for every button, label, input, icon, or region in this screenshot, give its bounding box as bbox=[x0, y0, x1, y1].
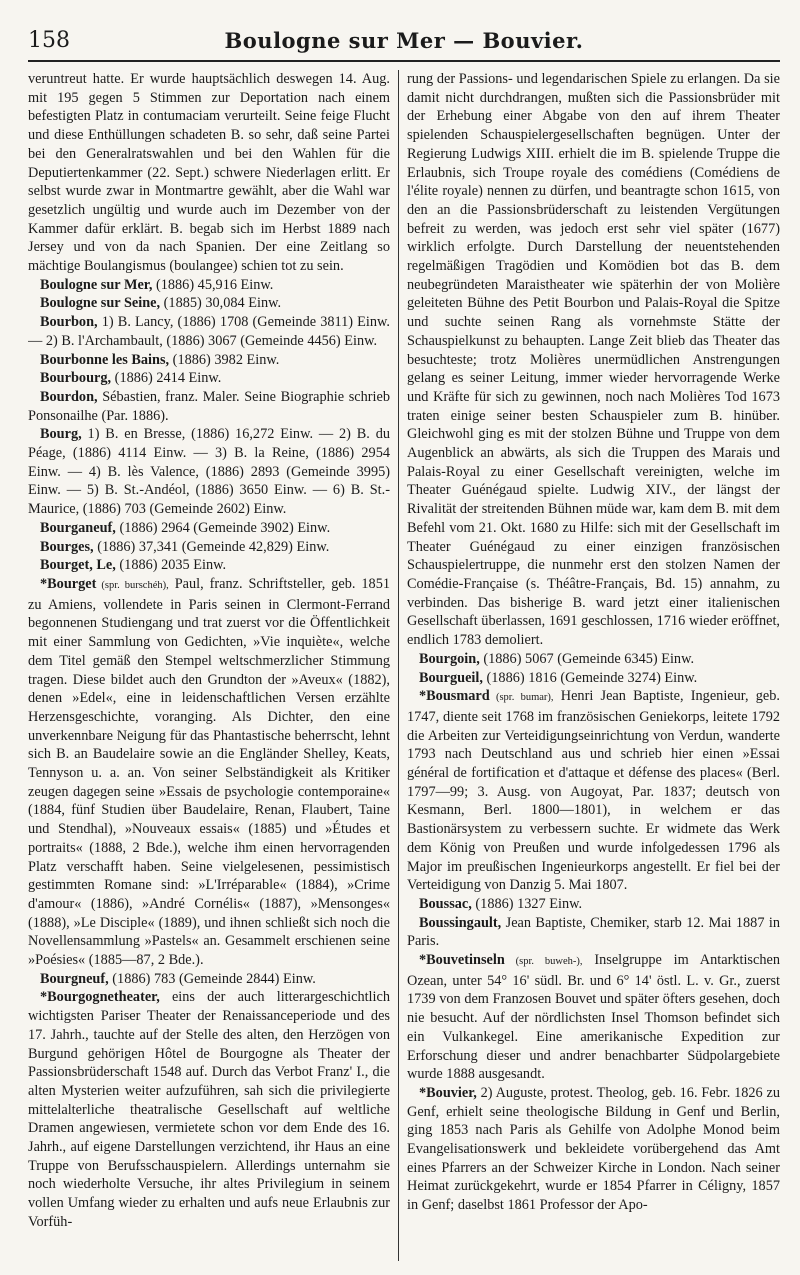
right-column bbox=[407, 70, 780, 1261]
entry-headword: *Bourgognetheater, bbox=[40, 989, 160, 1006]
left-column bbox=[28, 70, 390, 1261]
entry-headword: Bourgoin, bbox=[419, 650, 480, 667]
entry bbox=[28, 519, 390, 538]
running-head: Boulogne sur Mer — Bouvier. bbox=[224, 28, 584, 53]
entry-headword: *Bouvier, bbox=[419, 1084, 477, 1101]
entry-headword: Bourges, bbox=[40, 538, 94, 555]
entry bbox=[28, 313, 390, 350]
entry-text: 1) B. Lancy, (1886) 1708 (Gemeinde 3811) Einw. — 2) B. l'Archambault, (1886) 3067 (Gemeinde 4456) Einw. bbox=[28, 314, 390, 349]
continued-paragraph: rung der Passions- und legendarischen Spiele zu erlangen. Da sie damit nicht durchdrangen, mußten sich die Passionsbrüder mit der Erhebung einer Abgabe von den auf ihrem Theater spielenden Schauspielergesellschaften begnügen. Unter der Regierung Ludwigs XIII. erhielt die im B. spielende Truppe die Erlaubnis, sich Troupe royale des comédiens (Comédiens de l'élite royale) nennen zu dürfen, und beantragte schon 1615, von den an die Passionsbrüderschaft zu leistenden Vergütungen befreit zu werden, was jedoch erst sehr viel später (1677) wirklich erfolgte. Durch Darstellung der neuentstehenden regelmäßigen Tragödien und Komödien bot das B. dem neubegründeten Maraistheater wie späterhin der von Molière geleiteten Bühne des Petit Bourbon und Palais-Royal die Spitze und suchte seinen Rang als vornehmste Stätte der Schauspielkunst zu behaupten. Lange Zeit blieb das Theater das besuchteste; trotz Molières unermüdlichen Anstrengungen gelang es seiner Leitung, immer wieder hervorragende Werke und Kräfte für sich zu gewinnen, noch nach Molières Tod 1673 traten einige seiner besten Schauspieler zum B. hinüber. Gleichwohl ging es mit der stolzen Bühne und Truppe von dem Augenblick an abwärts, als sich die Truppen des Marais und Palais-Royal zu einer Gesellschaft vereinigten, welche im Theater Guénégaud spielte. Ludwig XIV., der längst der Rivalität der streitenden Bühnen müde war, kam dem B. mit dem Befehl vom 21. Okt. 1680 zu Hilfe: sich mit der Gesellschaft im Theater Guénégaud zu einer einzigen französischen Schauspielertruppe, die nunmehr erst den stolzen Namen der Comédie-Française (s. Théâtre-Français, Bd. 15) annahm, zu verbinden. Das bisherige B. ward jetzt einer italienischen Gesellschaft überlassen, 1691 geschlossen, 1716 wieder eröffnet, endlich 1783 demoliert. bbox=[407, 71, 780, 649]
entry bbox=[28, 294, 390, 313]
entry bbox=[28, 276, 390, 295]
entry-headword: Bourg, bbox=[40, 426, 82, 443]
entry bbox=[407, 687, 780, 895]
entry-text: 1) B. en Bresse, (1886) 16,272 Einw. — 2) B. du Péage, (1886) 4114 Einw. — 3) B. la Reine, (1886) 2954 Einw. — 4) B. lès Valence, (1886) 2893 (Gemeinde 3995) Einw. — 5) B. St.-Andéol, (1886) 3650 Einw. — 6) B. St.-Maurice, (1886) 703 (Gemeinde 2602) Einw. bbox=[28, 426, 390, 518]
entry-text: Paul, franz. Schriftsteller, geb. 1851 zu Amiens, vollendete in Paris seinen in Clermont-Ferrand begonnenen Studiengang und trat zuerst vor die Öffentlichkeit mit einer Sammlung von Gedichten, »Vie inquiète«, welche dem Titel gemäß den Stempel weltschmerzlicher Stimmung tragen. Diese bildet auch den Grundton der »Aveux« (1882), denen »Edel«, eine in leidenschaftlichen Versen erzählte Herzensgeschichte, voranging. Als Dichter, den eine unverkennbare Neigung für das Phantastische beherrscht, lehnt sich B. an Baudelaire sowie an die Engländer Shelley, Keats, Tennyson u. a. an. Von seiner Selbständigkeit als Kritiker zeugen dagegen seine »Essais de psychologie contemporaine« (1884, fünf Studien über Baudelaire, Renan, Flaubert, Taine und Stendhal), »Nouveaux essais« (1885) und »Études et portraits« (1888, 2 Bde.), welche ihm einen hervorragenden Platz verschafft haben. Seine vielgelesenen, pessimistisch gestimmten Romane sind: »L'Irréparable« (1884), »Crime d'amour« (1886), »André Cornélis« (1887), »Mensonges« (1888), »Le Disciple« (1889), und ihnen schließt sich noch die Novellensammlung »Pastels« an. Gesammelt erschienen seine »Poésies« (1885—87, 2 Bde.). bbox=[28, 575, 390, 969]
entry bbox=[407, 669, 780, 688]
entry-headword: Bourbon, bbox=[40, 314, 98, 331]
entry-text: (1885) 30,084 Einw. bbox=[160, 295, 282, 312]
entry bbox=[28, 556, 390, 575]
page-header bbox=[28, 26, 780, 62]
entry-text: Henri Jean Baptiste, Ingenieur, geb. 1747, diente seit 1768 im französischen Geniekorps, leitete 1792 die Arbeiten zur Verteidigungseinrichtung von Verdun, wanderte 1793 nach Deutschland aus und schrieb hier einen »Essai général de fortification et d'attaque et défense des places« (Berl. 1797—99; 3. Ausg. von Augoyat, Par. 1837; deutsch von Kesmann, Berl. 1800—1801), in welchem er das Bastionärsystem zu verbessern suchte. Er widmete das Werk dem König von Preußen und wurde infolgedessen 1796 als Major im preußischen Ingenieurkorps angestellt. Er fiel bei der Verteidigung von Danzig 5. Mai 1807. bbox=[407, 688, 780, 894]
entry-headword: Boulogne sur Seine, bbox=[40, 295, 161, 312]
entry-text: Sébastien, franz. Maler. Seine Biographie schrieb Ponsonailhe (Par. 1886). bbox=[28, 388, 390, 424]
entry bbox=[407, 895, 780, 914]
entry bbox=[28, 538, 390, 557]
entry-text: (1886) 5067 (Gemeinde 6345) Einw. bbox=[479, 650, 695, 667]
entry-text: (1886) 37,341 (Gemeinde 42,829) Einw. bbox=[93, 538, 330, 555]
entry bbox=[407, 1084, 780, 1215]
entry-text: Jean Baptiste, Chemiker, starb 12. Mai 1887 in Paris. bbox=[407, 914, 780, 950]
entry-pronunciation: (spr. bumar), bbox=[489, 692, 554, 704]
column-divider bbox=[398, 70, 399, 1261]
page-number: 158 bbox=[28, 28, 70, 53]
entry bbox=[28, 970, 390, 989]
entry-headword: Bourdon, bbox=[40, 388, 98, 405]
entry-headword: Bourbourg, bbox=[40, 370, 112, 387]
entry bbox=[28, 388, 390, 425]
entry-text: (1886) 2964 (Gemeinde 3902) Einw. bbox=[115, 519, 331, 536]
entry-text: (1886) 1816 (Gemeinde 3274) Einw. bbox=[482, 669, 698, 686]
entry-text: 2) Auguste, protest. Theolog, geb. 16. Febr. 1826 zu Genf, erhielt seine theologische Bildung in Genf und Berlin, ging 1853 nach Paris als Gehilfe von Adolphe Monod beim Evangelisationswerk und bekleidete vorübergehend das Amt eines Pfarrers an der Schweizer Kirche in London. Nach seiner Heimat zurückgekehrt, wurde er 1854 Pfarrer in Céligny, 1857 in Genf; daselbst 1861 Professor der Apo- bbox=[407, 1084, 780, 1214]
entry-text: (1886) 2414 Einw. bbox=[111, 370, 222, 387]
entry bbox=[28, 425, 390, 519]
entry-headword: Boussingault, bbox=[419, 914, 502, 931]
continued-paragraph: veruntreut hatte. Er wurde hauptsächlich deswegen 14. Aug. mit 195 gegen 5 Stimmen zur Deportation nach einem befestigten Platz in contumaciam verurteilt. Seine feige Flucht und diese Enthüllungen schadeten B. so sehr, daß seine Partei bei den Generalratswahlen und bei den Wahlen für die Deputiertenkammer (22. Sept.) schwere Niederlagen erlitt. Er selbst wurde zwar in Montmartre gewählt, aber die Wahl war gesetzlich ungültig und wurde auch im Dezember von der Kammer dafür erklärt. B. begab sich im Herbst 1889 nach Jersey und von da nach Spanien. Der eine Zeitlang so mächtige Boulangismus (boulangee) schien tot zu sein. bbox=[28, 71, 390, 275]
entry-text: eins der auch litterargeschichtlich wichtigsten Pariser Theater der Renaissanceperiode und des 17. Jahrh., tauchte auf der Stelle des alten, den Herzögen von Burgund gehörigen Hôtel de Bourgogne als Theater der Passionsbrüderschaft 1548 auf. Durch das Verbot Franz' I., die alten Mysterien weiter aufzuführen, sah sich die privilegierte mittelalterliche theatralische Gesellschaft auf weltliche Dramen angewiesen, vermietete schon vor dem Ende des 16. Jahrh., auf eigene Darstellungen verzichtend, ihr Haus an eine Truppe von Berufsschauspielern. Allerdings unternahm sie noch wiederholte Versuche, ihr altes Privilegium in seinem vollen Umfang wieder zu erhalten und aufs neue Erlaubnis zur Vorfüh- bbox=[28, 989, 390, 1230]
entry bbox=[28, 575, 390, 970]
entry bbox=[407, 650, 780, 669]
entry-text: (1886) 45,916 Einw. bbox=[152, 276, 274, 293]
entry-headword: Boulogne sur Mer, bbox=[40, 276, 153, 293]
entry-headword: Bourget, Le, bbox=[40, 557, 116, 574]
entry-pronunciation: (spr. buweh-), bbox=[504, 956, 583, 968]
entry-text: (1886) 1327 Einw. bbox=[471, 895, 583, 912]
entry-headword: Boussac, bbox=[419, 895, 472, 912]
entry-headword: *Bousmard bbox=[419, 688, 490, 705]
entry-headword: Bourgneuf, bbox=[40, 970, 109, 987]
entry-headword: Bourganeuf, bbox=[40, 519, 116, 536]
entry-headword: *Bouvetinseln bbox=[419, 952, 505, 969]
entry-text: (1886) 2035 Einw. bbox=[115, 557, 227, 574]
entry-headword: *Bourget bbox=[40, 575, 97, 592]
entry-pronunciation: (spr. burschéh), bbox=[96, 579, 169, 591]
entry bbox=[407, 951, 780, 1084]
entry-headword: Bourbonne les Bains, bbox=[40, 351, 170, 368]
entry bbox=[28, 351, 390, 370]
entry bbox=[407, 914, 780, 951]
entry-text: Inselgruppe im Antarktischen Ozean, unter 54° 16' südl. Br. und 6° 14' östl. L. v. Gr., zuerst 1739 von dem Franzosen Bouvet und später öfters gesehen, doch nie besucht. Auf der nördlichsten Insel Thomson befindet sich ein Vulkankegel. Eine amerikanische Expedition zur Erforschung dieser und andrer benachbarter Südpolargebiete wurde 1888 ausgesandt. bbox=[407, 952, 780, 1083]
entry-text: (1886) 783 (Gemeinde 2844) Einw. bbox=[108, 970, 316, 987]
entry-text: (1886) 3982 Einw. bbox=[169, 351, 280, 368]
entry-headword: Bourgueil, bbox=[419, 669, 483, 686]
entry bbox=[28, 369, 390, 388]
entry bbox=[28, 988, 390, 1231]
